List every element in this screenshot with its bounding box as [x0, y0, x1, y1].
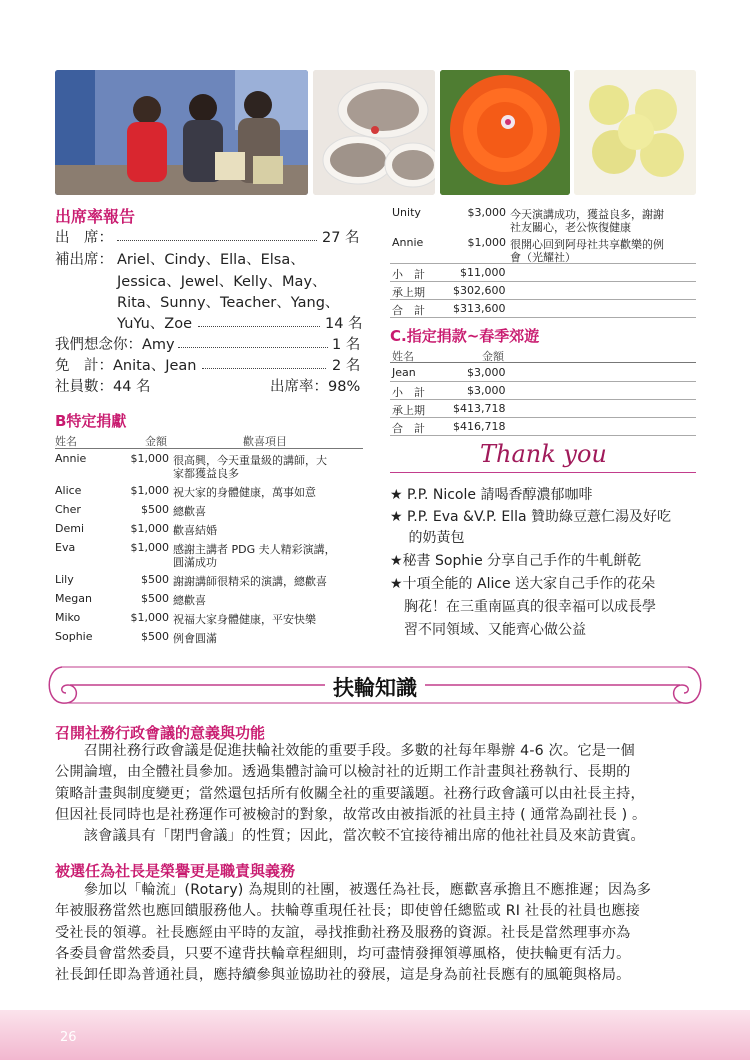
footer-band [0, 1010, 750, 1060]
exempt-leader [202, 368, 326, 369]
dc-row-name: Unity [392, 206, 421, 219]
sd-row-note: 祝福大家身體健康，平安快樂 [173, 613, 316, 626]
dc-subtotal: $11,000 [460, 266, 506, 279]
des-header-name: 姓名 [392, 350, 414, 363]
sd-header-note: 歡喜項目 [243, 435, 287, 448]
thanks-divider [390, 472, 696, 473]
makeup-line-4: YuYu、Zoe [117, 316, 192, 332]
thanks-item-4-cont-2: 習不同領域、又能齊心做公益 [390, 622, 586, 638]
sd-row-amount: $500 [141, 630, 169, 643]
sd-row-note: 總歡喜 [173, 505, 206, 518]
makeup-line-2: Jessica、Jewel、Kelly、May、 [117, 274, 327, 290]
des-subtotal-label: 小 計 [392, 386, 425, 399]
exempt-count: 2 名 [332, 358, 361, 374]
makeup-line-3: Rita、Sunny、Teacher、Yang、 [117, 295, 340, 311]
photo-members-group [55, 70, 308, 195]
des-row-amount: $3,000 [467, 366, 506, 379]
present-count: 27 名 [322, 230, 360, 246]
dc-row-name: Annie [392, 236, 424, 249]
thanks-item-4-cont-1: 胸花！在三重南區真的很幸福可以成長學 [390, 599, 656, 615]
sd-row-name: Miko [55, 611, 81, 624]
sd-row-amount: $1,000 [130, 541, 169, 554]
sd-row-amount: $500 [141, 592, 169, 605]
photo-flower-corsage [440, 70, 570, 195]
sd-row-name: Sophie [55, 630, 93, 643]
article2-line: 各委員會當然委員，只要不違背扶輪章程細則，均可盡情發揮領導風格，使扶輪更有活力。 [55, 945, 631, 962]
sd-row-amount: $1,000 [130, 452, 169, 465]
special-donation-title: B特定捐獻 [55, 412, 127, 430]
sd-header-amount: 金額 [145, 435, 167, 448]
makeup-count: 14 名 [325, 316, 363, 332]
article1-line: 該會議具有「閉門會議」的性質；因此，當次較不宜接待補出席的他社社員及來訪貴賓。 [55, 828, 645, 845]
thank-you-script: Thank you [480, 440, 607, 468]
dc-row-note: 社友關心，老公恢復健康 [510, 221, 631, 234]
sd-header-name: 姓名 [55, 435, 77, 448]
des-header-amount: 金額 [482, 350, 504, 363]
des-total-label: 合 計 [392, 422, 425, 435]
des-carry-label: 承上期 [392, 404, 425, 417]
page-number: 26 [60, 1030, 77, 1045]
sd-row-note: 家都獲益良多 [173, 467, 239, 480]
dc-rule-3 [390, 299, 696, 300]
sd-row-amount: $1,000 [130, 611, 169, 624]
sd-row-note: 例會圓滿 [173, 632, 217, 645]
sd-row-note: 祝大家的身體健康，萬事如意 [173, 486, 316, 499]
dc-row-note: 會（光耀社） [510, 251, 576, 264]
present-label: 出 席： [55, 230, 113, 246]
article1-body [55, 741, 700, 847]
dc-rule-4 [390, 317, 696, 318]
sd-row-note: 歡喜結婚 [173, 524, 217, 537]
sd-row-note: 很高興，今天重量級的講師，大 [173, 454, 327, 467]
sd-row-amount: $1,000 [130, 484, 169, 497]
sd-row-name: Demi [55, 522, 85, 535]
dc-rule-1 [390, 263, 696, 264]
article2-line: 受社長的領導。社長應經由平時的友誼，尋找推動社務及服務的資源。社長是當然理事亦為 [55, 924, 631, 941]
members-label: 社員數：44 名 [55, 379, 151, 395]
attendance-title: 出席率報告 [55, 207, 136, 226]
sd-row-note: 謝謝講師很精采的演講，總歡喜 [173, 575, 327, 588]
article1-line: 召開社務行政會議是促進扶輪社效能的重要手段。多數的社每年舉辦 4-6 次。它是一個 [55, 743, 635, 759]
article1-title: 召開社務行政會議的意義與功能 [55, 724, 266, 742]
des-rule-4 [390, 435, 696, 436]
sd-row-note: 總歡喜 [173, 594, 206, 607]
article1-line: 策略計畫與制度變更；當然還包括所有攸關全社的重要議題。社務行政會議可以由社長主持， [55, 785, 645, 802]
des-rule-3 [390, 417, 696, 418]
photo-mung-bean-soup [313, 70, 435, 195]
dc-row-note: 很開心回到阿母社共享歡樂的例 [510, 238, 664, 251]
dc-total-label: 合 計 [392, 304, 425, 317]
des-subtotal: $3,000 [467, 384, 506, 397]
dc-carry-label: 承上期 [392, 286, 425, 299]
thanks-item-4: ★十項全能的 Alice 送大家自己手作的花朵 [390, 576, 656, 592]
article2-line: 年被服務當然也應回饋服務他人。扶輪尊重現任社長；即使曾任總監或 RI 社長的社員也應接 [55, 903, 640, 920]
article1-line: 公開論壇，由全體社員參加。透過集體討論可以檢討社的近期工作計畫與社務執行、長期的 [55, 764, 631, 781]
dc-row-amount: $1,000 [467, 236, 506, 249]
dc-row-note: 今天演講成功，獲益良多，謝謝 [510, 208, 664, 221]
dc-carry: $302,600 [453, 284, 506, 297]
des-total: $416,718 [453, 420, 506, 433]
sd-header-rule [55, 448, 363, 449]
makeup-line-1: Ariel、Cindy、Ella、Elsa、 [117, 252, 305, 268]
des-rule-2 [390, 399, 696, 400]
dc-rule-2 [390, 281, 696, 282]
photo-custard-buns [574, 70, 696, 195]
des-row-name: Jean [392, 366, 416, 379]
rate-label: 出席率：98% [270, 379, 361, 395]
article2-title: 被選任為社長是榮譽更是職責與義務 [55, 862, 296, 880]
sd-row-note: 感謝主講者 PDG 夫人精彩演講， [173, 543, 336, 556]
sd-row-name: Eva [55, 541, 76, 554]
present-leader [117, 240, 317, 241]
des-carry: $413,718 [453, 402, 506, 415]
sd-row-name: Annie [55, 452, 87, 465]
sd-row-amount: $1,000 [130, 522, 169, 535]
article1-line: 但因社長同時也是社務運作可被檢討的對象，故常改由被指派的社員主持 ( 通常為副社長 ) 。 [55, 806, 647, 823]
des-rule-0 [390, 362, 696, 363]
sd-row-note: 圓滿成功 [173, 556, 217, 569]
makeup-leader [198, 326, 320, 327]
sd-row-name: Alice [55, 484, 82, 497]
miss-label: 我們想念你：Amy [55, 337, 175, 353]
banner-title: 扶輪知識 [333, 676, 417, 700]
article2-line: 參加以「輪流」(Rotary) 為規則的社團，被選任為社長，應歡喜承擔且不應推遲；因為多 [55, 882, 652, 898]
sd-row-name: Lily [55, 573, 74, 586]
sd-row-name: Megan [55, 592, 92, 605]
designated-title: C.指定捐款~春季郊遊 [390, 327, 540, 345]
sd-row-amount: $500 [141, 503, 169, 516]
article2-line: 社長卸任即為普通社員，應持續參與並協助社的發展，這是身為前社長應有的風範與格局。 [55, 967, 631, 984]
sd-row-amount: $500 [141, 573, 169, 586]
miss-count: 1 名 [332, 337, 361, 353]
makeup-label: 補出席： [55, 252, 113, 268]
thanks-item-3: ★秘書 Sophie 分享自己手作的牛軋餅乾 [390, 553, 642, 569]
sd-row-name: Cher [55, 503, 81, 516]
exempt-label: 免 計：Anita、Jean [55, 358, 197, 374]
thanks-item-1: ★ P.P. Nicole 請喝香醇濃郁咖啡 [390, 487, 593, 503]
dc-row-amount: $3,000 [467, 206, 506, 219]
dc-total: $313,600 [453, 302, 506, 315]
thanks-item-2-cont: 的奶黃包 [390, 530, 465, 546]
miss-leader [178, 347, 328, 348]
thanks-item-2: ★ P.P. Eva &V.P. Ella 贊助綠豆薏仁湯及好吃 [390, 509, 671, 525]
des-rule-1 [390, 381, 696, 382]
article2-body [55, 880, 700, 986]
dc-subtotal-label: 小 計 [392, 268, 425, 281]
